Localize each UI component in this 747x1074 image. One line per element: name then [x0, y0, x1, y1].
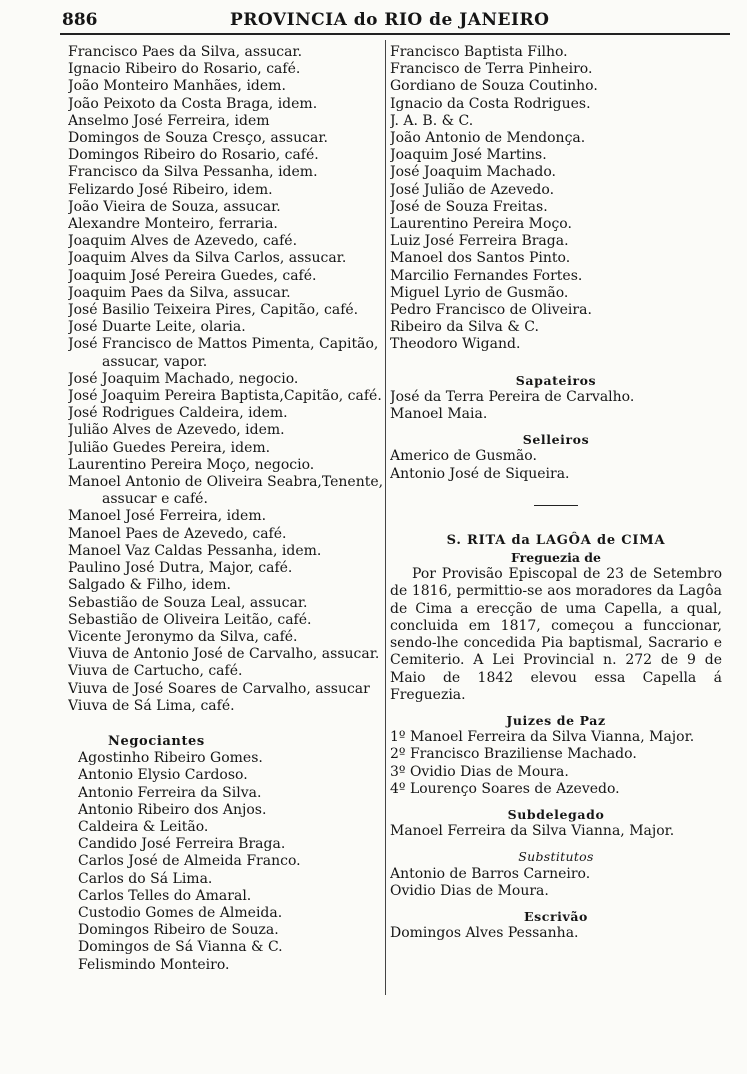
list-item: Antonio Ribeiro dos Anjos.	[78, 801, 267, 818]
page-number: 886	[62, 10, 98, 30]
list-item: Francisco de Terra Pinheiro.	[390, 61, 593, 78]
subdelegado-heading: Subdelegado	[507, 806, 605, 822]
list-item: João Antonio de Mendonça.	[390, 130, 586, 147]
list-item: Francisco da Silva Pessanha, idem.	[68, 164, 318, 181]
list-item: Domingos Ribeiro do Rosario, café.	[68, 147, 319, 164]
list-item: José Julião de Azevedo.	[390, 181, 555, 198]
list-item: Antonio Ferreira da Silva.	[78, 784, 262, 801]
list-item: Carlos do Sá Lima.	[78, 870, 213, 887]
list-item: J. A. B. & C.	[390, 112, 474, 129]
list-item: Manoel dos Santos Pinto.	[390, 250, 571, 267]
list-item: Gordiano de Souza Coutinho.	[390, 78, 598, 95]
subdelegado-name: Manoel Ferreira da Silva Vianna, Major.	[390, 823, 675, 840]
column-divider	[385, 40, 386, 995]
list-item: Viuva de Sá Lima, café.	[68, 697, 235, 714]
list-item: Sebastião de Souza Leal, assucar.	[68, 594, 308, 611]
list-item: Felizardo José Ribeiro, idem.	[68, 181, 273, 198]
list-item: Antonio Elysio Cardoso.	[78, 767, 248, 784]
list-item: Ovidio Dias de Moura.	[390, 882, 549, 899]
list-item: Antonio de Barros Carneiro.	[390, 865, 591, 882]
list-item: José Joaquim Pereira Baptista,Capitão, café.	[68, 388, 382, 405]
negociantes-heading: Negociantes	[108, 733, 205, 749]
list-item: José Duarte Leite, olaria.	[68, 319, 246, 336]
list-item: Vicente Jeronymo da Silva, café.	[68, 628, 298, 645]
list-item: José de Souza Freitas.	[390, 198, 548, 215]
list-item: Custodio Gomes de Almeida.	[78, 904, 283, 921]
list-item: Viuva de José Soares de Carvalho, assucar	[68, 680, 370, 697]
list-item: Manoel José Ferreira, idem.	[68, 508, 267, 525]
left-list-2	[68, 371, 384, 491]
list-item: Viuva de Cartucho, café.	[68, 663, 243, 680]
substitutos-heading: Substitutos	[518, 849, 594, 865]
left-column	[68, 44, 384, 974]
list-item: Joaquim Alves da Silva Carlos, assucar.	[68, 250, 347, 267]
list-item: Agostinho Ribeiro Gomes.	[78, 750, 263, 767]
selleiros-heading: Selleiros	[522, 432, 590, 448]
list-item: José da Terra Pereira de Carvalho.	[390, 388, 635, 405]
list-item: João Vieira de Souza, assucar.	[68, 198, 281, 215]
juizes-heading: Juizes de Paz	[506, 712, 606, 728]
right-column	[390, 44, 722, 942]
list-item: Theodoro Wigand.	[390, 336, 521, 353]
negociantes-list	[68, 750, 384, 974]
substitutos-list	[390, 866, 722, 900]
list-item: Domingos Ribeiro de Souza.	[78, 922, 279, 939]
list-item: Viuva de Antonio José de Carvalho, assucar.	[68, 646, 380, 663]
left-list-3	[68, 508, 384, 714]
list-item: Ignacio da Costa Rodrigues.	[390, 95, 591, 112]
list-item: Sebastião de Oliveira Leitão, café.	[68, 611, 312, 628]
list-item-continuation: assucar e café.	[102, 491, 208, 508]
list-item: Joaquim José Martins.	[390, 147, 547, 164]
list-item: Anselmo José Ferreira, idem	[68, 112, 270, 129]
list-item: João Monteiro Manhães, idem.	[68, 78, 286, 95]
page-header	[60, 8, 728, 36]
escrivao-name: Domingos Alves Pessanha.	[390, 925, 579, 942]
list-item: Francisco Baptista Filho.	[390, 44, 568, 60]
list-item: 2º Francisco Braziliense Machado.	[390, 746, 637, 763]
list-item: Candido José Ferreira Braga.	[78, 836, 286, 853]
escrivao-heading: Escrivão	[523, 908, 588, 924]
list-item: Paulino José Dutra, Major, café.	[68, 560, 293, 577]
list-item: Julião Guedes Pereira, idem.	[68, 439, 271, 456]
list-item: Antonio José de Siqueira.	[390, 465, 570, 482]
section-title: S. RITA da LAGÔA de CIMA	[446, 532, 666, 548]
list-item: Salgado & Filho, idem.	[68, 577, 231, 594]
list-item: Julião Alves de Azevedo, idem.	[68, 422, 285, 439]
list-item: Laurentino Pereira Moço.	[390, 216, 572, 233]
list-item: Manoel Vaz Caldas Pessanha, idem.	[68, 542, 322, 559]
list-item: Miguel Lyrio de Gusmão.	[390, 284, 569, 301]
list-item: Caldeira & Leitão.	[78, 818, 209, 835]
list-item: Manoel Paes de Azevedo, café.	[68, 525, 287, 542]
list-item: Laurentino Pereira Moço, negocio.	[68, 456, 315, 473]
list-item: Luiz José Ferreira Braga.	[390, 233, 569, 250]
right-list	[390, 44, 722, 354]
running-title: PROVINCIA do RIO de JANEIRO	[230, 10, 550, 30]
list-item: Francisco Paes da Silva, assucar.	[68, 44, 303, 60]
list-item-continuation: assucar, vapor.	[102, 353, 208, 370]
list-item: José Joaquim Machado.	[390, 164, 557, 181]
list-item: Manoel Maia.	[390, 406, 488, 423]
list-item: Carlos Telles do Amaral.	[78, 887, 252, 904]
selleiros-list	[390, 448, 722, 482]
list-item: Pedro Francisco de Oliveira.	[390, 302, 592, 319]
list-item: 4º Lourenço Soares de Azevedo.	[390, 780, 620, 797]
sapateiros-list	[390, 389, 722, 423]
section-divider	[534, 505, 578, 506]
list-item: Felismindo Monteiro.	[78, 956, 230, 973]
list-item: José Joaquim Machado, negocio.	[68, 370, 299, 387]
section-subtitle: Freguezia de	[511, 550, 601, 566]
list-item: 3º Ovidio Dias de Moura.	[390, 763, 569, 780]
list-item: 1º Manoel Ferreira da Silva Vianna, Major.	[390, 729, 695, 746]
list-item: Marcilio Fernandes Fortes.	[390, 267, 583, 284]
list-item: Ignacio Ribeiro do Rosario, café.	[68, 61, 301, 78]
list-item: Joaquim José Pereira Guedes, café.	[68, 267, 317, 284]
list-item: Joaquim Alves de Azevedo, café.	[68, 233, 298, 250]
list-item: Domingos de Souza Cresço, assucar.	[68, 130, 328, 147]
list-item: Americo de Gusmão.	[390, 448, 537, 465]
header-rule	[60, 33, 730, 35]
list-item: Domingos de Sá Vianna & C.	[78, 939, 283, 956]
history-paragraph	[390, 566, 722, 704]
list-item: João Peixoto da Costa Braga, idem.	[68, 95, 318, 112]
paragraph-text: Por Provisão Episcopal de 23 de Setembro de 1816, permittio-se aos moradores da Lagôa de Cima a erecção de uma Capella, a qual, concluida em 1817, começou a funccionar, sendo-lhe concedida Pia baptismal, Sacrario e Cemiterio. A Lei Provincial n. 272 de 9 de Maio de 1842 elevou essa Capella á Freguezia.	[390, 566, 722, 703]
list-item: Ribeiro da Silva & C.	[390, 319, 539, 336]
juizes-list	[390, 729, 722, 798]
list-item: José Francisco de Mattos Pimenta, Capitão,	[68, 336, 379, 353]
list-item: Manoel Antonio de Oliveira Seabra,Tenente,	[68, 474, 384, 491]
list-item: José Basilio Teixeira Pires, Capitão, café.	[68, 302, 359, 319]
left-list-1	[68, 44, 384, 354]
list-item: José Rodrigues Caldeira, idem.	[68, 405, 288, 422]
list-item: Carlos José de Almeida Franco.	[78, 853, 301, 870]
list-item: Joaquim Paes da Silva, assucar.	[68, 284, 291, 301]
sapateiros-heading: Sapateiros	[515, 372, 597, 388]
list-item: Alexandre Monteiro, ferraria.	[68, 216, 278, 233]
